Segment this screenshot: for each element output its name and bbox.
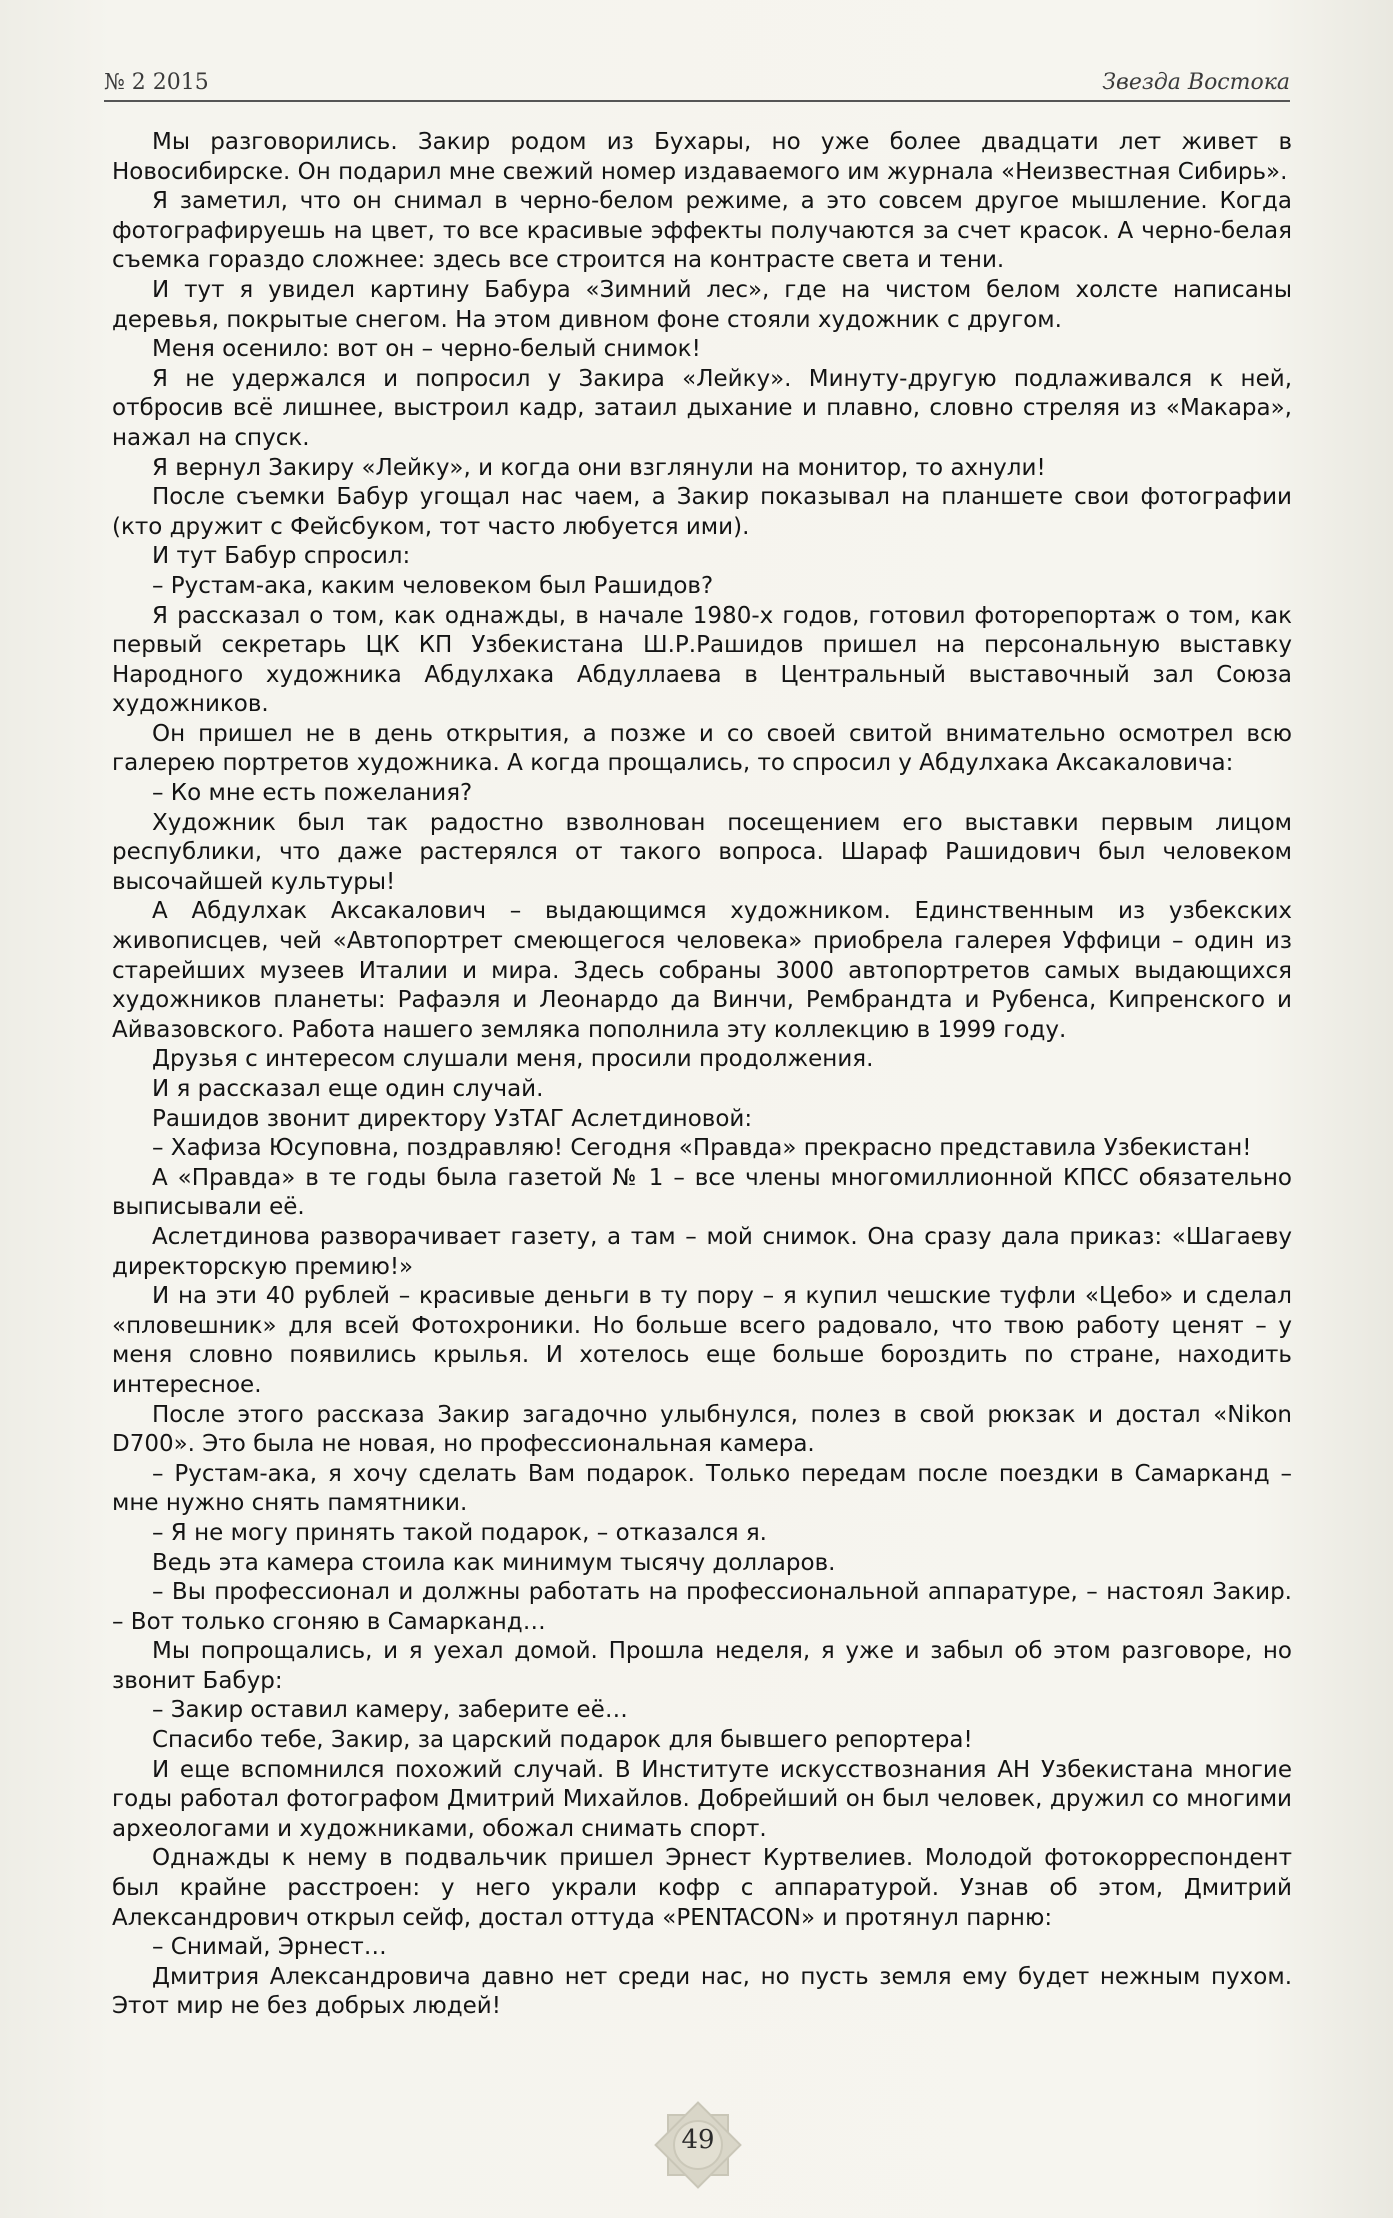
paragraph: Я вернул Закиру «Лейку», и когда они взглянули на монитор, то ахнули! <box>152 454 1046 481</box>
paragraph: – Хафиза Юсуповна, поздравляю! Сегодня «Правда» прекрасно представила Узбекистан! <box>152 1135 1252 1162</box>
paragraph: – Я не могу принять такой подарок, – отказался я. <box>152 1519 767 1546</box>
paragraph: Меня осенило: вот он – черно-белый снимок! <box>152 336 701 363</box>
running-header <box>104 62 1290 102</box>
paragraph: – Ко мне есть пожелания? <box>152 780 473 807</box>
paragraph: А «Правда» в те годы была газетой № 1 – все члены многомиллионной КПСС обязательно выписывали её. <box>112 1164 1292 1221</box>
header-divider <box>104 100 1290 102</box>
paragraph: И тут Бабур спросил: <box>152 543 411 570</box>
paragraph: После съемки Бабур угощал нас чаем, а Закир показывал на планшете свои фотографии (кто дружит с Фейсбуком, тот часто любуется ими). <box>112 484 1292 540</box>
journal-title: Звезда Востока <box>1102 70 1290 95</box>
paragraph: И тут я увидел картину Бабура «Зимний лес», где на чистом белом холсте написаны деревья, покрытые снегом. На этом дивном фоне стояли художник с другом. <box>112 276 1292 333</box>
article-body <box>112 128 1292 2022</box>
paragraph: И еще вспомнился похожий случай. В Институте искусствознания АН Узбекистана многие годы работал фотографом Дмитрий Михайлов. Добрейший он был человек, дружил со многими археологами и художниками, обожал снимать спорт. <box>112 1756 1292 1842</box>
issue-number: № 2 2015 <box>104 70 209 95</box>
paragraph: Художник был так радостно взволнован посещением его выставки первым лицом республики, что даже растерялся от такого вопроса. Шараф Рашидович был человеком высочайшей культуры! <box>112 809 1292 895</box>
paragraph: А Абдулхак Аксакалович – выдающимся художником. Единственным из узбекских живописцев, чей «Автопортрет смеющегося человека» приобрела галерея Уффици – один из старейших музеев Италии и мира. Здесь собраны 3000 автопортретов самых выдающихся художников планеты: Рафаэля и Леонардо да Винчи, Рембрандта и Рубенса, Кипренского и Айвазовского. Работа нашего земляка пополнила эту коллекцию в 1999 году. <box>112 898 1292 1043</box>
paragraph: Аслетдинова разворачивает газету, а там – мой снимок. Она сразу дала приказ: «Шагаеву директорскую премию!» <box>112 1223 1292 1280</box>
paragraph: И на эти 40 рублей – красивые деньги в ту пору – я купил чешские туфли «Цебо» и сделал «пловешник» для всей Фотохроники. Но больше всего радовало, что твою работу ценят – у меня словно появились крылья. И хотелось еще больше бороздить по стране, находить интересное. <box>112 1283 1292 1398</box>
paragraph: Он пришел не в день открытия, а позже и со своей свитой внимательно осмотрел всю галерею портретов художника. А когда прощались, то спросил у Абдулхака Аксакаловича: <box>112 720 1292 777</box>
page-number: 49 <box>681 2125 715 2155</box>
paragraph: Однажды к нему в подвальчик пришел Эрнест Куртвелиев. Молодой фотокорреспондент был крайне расстроен: у него украли кофр с аппаратурой. Узнав об этом, Дмитрий Александрович открыл сейф, достал оттуда «PENTACON» и протянул парню: <box>112 1845 1292 1931</box>
paragraph: Ведь эта камера стоила как минимум тысячу долларов. <box>152 1549 836 1576</box>
paragraph: Я рассказал о том, как однажды, в начале 1980-х годов, готовил фоторепортаж о том, как первый секретарь ЦК КП Узбекистана Ш.Р.Рашидов пришел на персональную выставку Народного художника Абдулхака Абдуллаева в Центральный выставочный зал Союза художников. <box>112 602 1292 718</box>
paragraph: Дмитрия Александровича давно нет среди нас, но пусть земля ему будет нежным пухом. Этот мир не без добрых людей! <box>112 1963 1292 2020</box>
paragraph: Мы попрощались, и я уехал домой. Прошла неделя, я уже и забыл об этом разговоре, но звонит Бабур: <box>112 1638 1292 1694</box>
paragraph: Рашидов звонит директору УзТАГ Аслетдиновой: <box>152 1105 753 1132</box>
paragraph: – Рустам-ака, каким человеком был Рашидов? <box>152 572 714 599</box>
paragraph: И я рассказал еще один случай. <box>152 1076 544 1102</box>
paragraph: – Снимай, Эрнест… <box>152 1934 387 1961</box>
paragraph: Спасибо тебе, Закир, за царский подарок для бывшего репортера! <box>152 1727 973 1754</box>
paragraph: Я не удержался и попросил у Закира «Лейку». Минуту-другую подлаживался к ней, отбросив всё лишнее, выстроил кадр, затаил дыхание и плавно, словно стреляя из «Макара», нажал на спуск. <box>112 365 1292 451</box>
paragraph: – Закир оставил камеру, заберите её… <box>152 1697 628 1724</box>
paragraph: После этого рассказа Закир загадочно улыбнулся, полез в свой рюкзак и достал «Nikon D700». Это была не новая, но профессиональная камера. <box>112 1401 1292 1458</box>
paragraph: Мы разговорились. Закир родом из Бухары, но уже более двадцати лет живет в Новосибирске. Он подарил мне свежий номер издаваемого им журнала «Неизвестная Сибирь». <box>112 129 1292 185</box>
paragraph: – Вы профессионал и должны работать на профессиональной аппаратуре, – настоял Закир. – Вот только сгоняю в Самарканд… <box>112 1579 1292 1635</box>
page-number-badge <box>646 2093 750 2197</box>
paragraph: – Рустам-ака, я хочу сделать Вам подарок. Только передам после поездки в Самарканд – мне нужно снять памятники. <box>112 1460 1292 1517</box>
paragraph: Я заметил, что он снимал в черно-белом режиме, а это совсем другое мышление. Когда фотографируешь на цвет, то все красивые эффекты получаются за счет красок. А черно-белая съемка гораздо сложнее: здесь все строится на контрасте света и тени. <box>112 188 1292 274</box>
paragraph: Друзья с интересом слушали меня, просили продолжения. <box>152 1046 874 1073</box>
